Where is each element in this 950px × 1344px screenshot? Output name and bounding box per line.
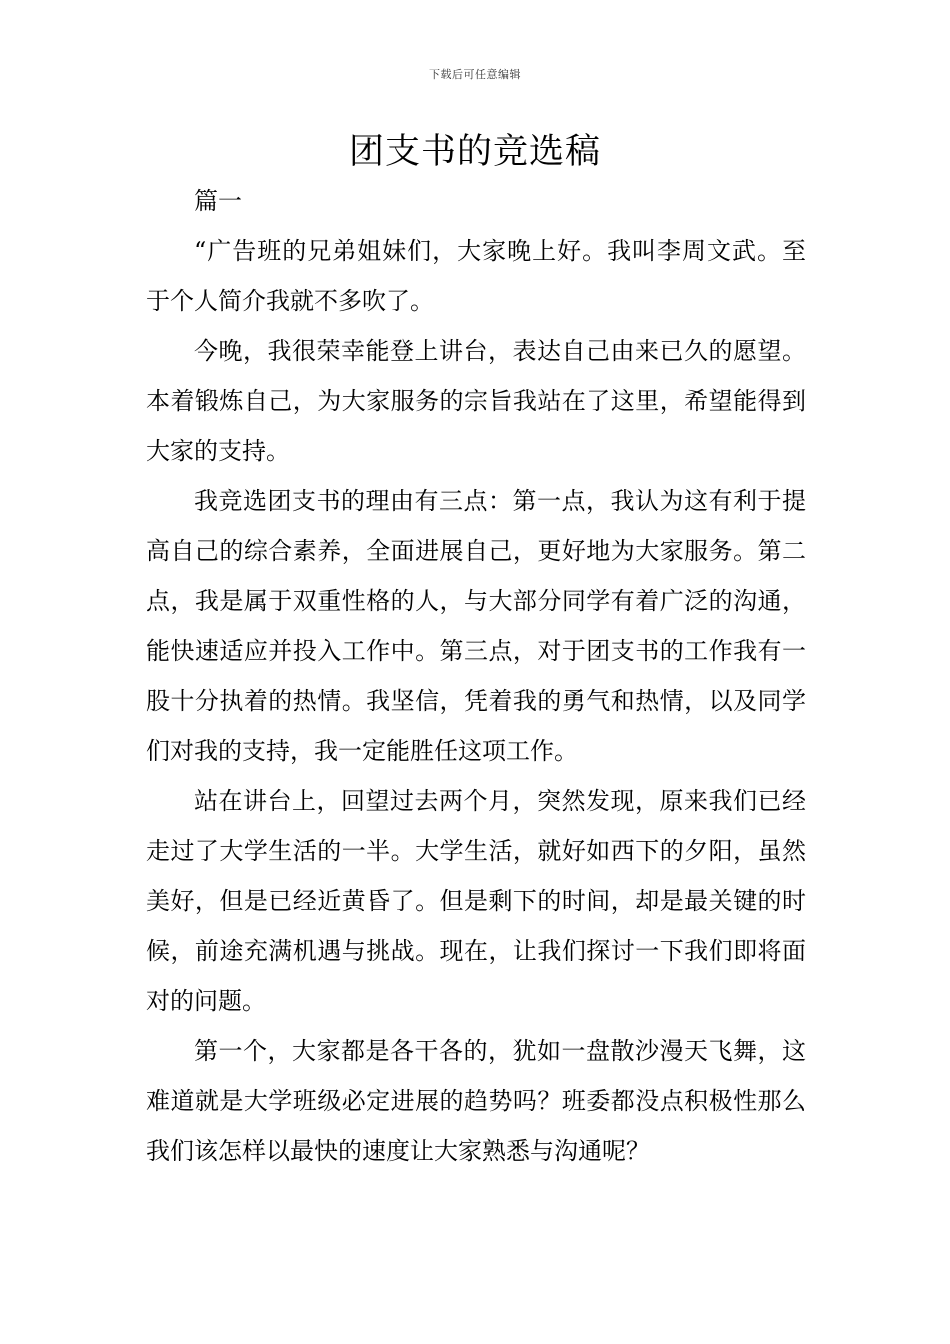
paragraph-5: 第一个，大家都是各干各的，犹如一盘散沙漫天飞舞，这难道就是大学班级必定进展的趋势吗？班委都没点积极性那么我们该怎样以最快的速度让大家熟悉与沟通呢？ — [146, 1037, 806, 1165]
paragraph-1: “广告班的兄弟姐妹们，大家晚上好。我叫李周文武。至于个人简介我就不多吹了。 — [146, 237, 806, 315]
paragraph-4: 站在讲台上，回望过去两个月，突然发现，原来我们已经走过了大学生活的一半。大学生活，就好如西下的夕阳，虽然美好，但是已经近黄昏了。但是剩下的时间，却是最关键的时候，前途充满机遇与挑战。现在，让我们探讨一下我们即将面对的问题。 — [146, 787, 806, 1015]
header-note: 下载后可任意编辑 — [429, 68, 521, 81]
paragraph-2: 今晚，我很荣幸能登上讲台，表达自己由来已久的愿望。本着锻炼自己，为大家服务的宗旨我站在了这里，希望能得到大家的支持。 — [146, 337, 806, 465]
document-body — [146, 176, 806, 1176]
section-label: 篇一 — [194, 187, 242, 215]
paragraph-3: 我竞选团支书的理由有三点：第一点，我认为这有利于提高自己的综合素养，全面进展自己，更好地为大家服务。第二点，我是属于双重性格的人，与大部分同学有着广泛的沟通，能快速适应并投入工作中。第三点，对于团支书的工作我有一股十分执着的热情。我坚信，凭着我的勇气和热情，以及同学们对我的支持，我一定能胜任这项工作。 — [146, 487, 806, 765]
document-title: 团支书的竞选稿 — [348, 132, 601, 172]
